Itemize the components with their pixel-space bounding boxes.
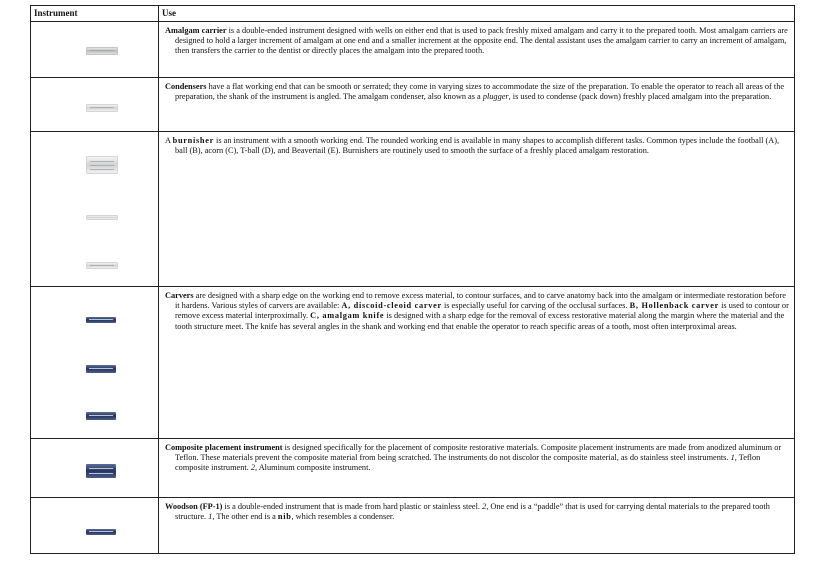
use-cell: Amalgam carrier is a double-ended instrument designed with wells on either end that is used to pack freshly mixed amalgam and carry it to the prepared tooth. Most amalgam carriers are designed to hold a larger increment of amalgam at one end and a smaller increment at the opposite end. The dental assistant uses the amalgam carrier to carry an increment of amalgam, then transfers the carrier to the dentist or directly places the amalgam into the prepared tooth. bbox=[159, 22, 795, 78]
use-cell: A burnisher is an instrument with a smooth working end. The rounded working end is available in many shapes to accomplish different tasks. Common types include the football (A), ball (B), acorn (C), T-ball (D), and Beavertail (E). Burnishers are routinely used to smooth the surface of a freshly placed amalgam restoration. bbox=[159, 132, 795, 287]
instrument-term: Carvers bbox=[165, 291, 194, 300]
table-row bbox=[31, 132, 795, 287]
use-column-header: Use bbox=[159, 6, 795, 22]
instrument-column-header: Instrument bbox=[31, 6, 159, 22]
use-cell: Condensers have a flat working end that can be smooth or serrated; they come in varying sizes to accommodate the size of the preparation. To enable the operator to reach all areas of the preparation, the shank of the instrument is angled. The amalgam condenser, also known as a plugger, is used to condense (pack down) freshly placed amalgam into the preparation. bbox=[159, 78, 795, 132]
table-row bbox=[31, 439, 795, 498]
use-cell: Carvers are designed with a sharp edge on the working end to remove excess material, to contour surfaces, and to carve anatomy back into the amalgam or intermediate restoration before it hardens. Various styles of carvers are available: A, discoid-cleoid carver is especially useful for carving of the occlusal surfaces. B, Hollenback carver is used to contour or remove excess material interproximally. C, amalgam knife is designed with a sharp edge for the removal of excess restorative material along the margin where the material and the tooth structure meet. The knife has several angles in the shank and working end that enable the operator to reach specific areas of a tooth, most often interproximal areas. bbox=[159, 287, 795, 439]
instrument-image-cell bbox=[31, 439, 159, 498]
instrument-term: burnisher bbox=[172, 136, 214, 145]
table-row bbox=[31, 22, 795, 78]
burnisher-image-3 bbox=[86, 262, 118, 269]
use-cell: Composite placement instrument is designed specifically for the placement of composite restorative materials. Composite placement instruments are made from anodized aluminum or Teflon. These materials prevent the composite material from being scratched. The instruments do not discolor the composite material, as do stainless steel instruments. 1, Teflon composite instrument. 2, Aluminum composite instrument. bbox=[159, 439, 795, 498]
instrument-image-cell bbox=[31, 287, 159, 439]
instrument-term: Composite placement instrument bbox=[165, 443, 283, 452]
instrument-table bbox=[30, 5, 795, 554]
instrument-image-cell bbox=[31, 22, 159, 78]
burnisher-image-2 bbox=[86, 215, 118, 220]
instrument-image-cell bbox=[31, 78, 159, 132]
instrument-image-cell bbox=[31, 132, 159, 287]
carver-image-1 bbox=[86, 317, 116, 323]
burnisher-image-1 bbox=[86, 156, 118, 174]
carver-image-2 bbox=[86, 365, 116, 373]
condenser-image bbox=[86, 104, 118, 112]
instrument-term: Woodson (FP-1) bbox=[165, 502, 223, 511]
table-row bbox=[31, 498, 795, 554]
table-header-row bbox=[31, 6, 795, 22]
amalgam-carrier-image bbox=[86, 47, 118, 55]
instrument-term: Condensers bbox=[165, 82, 207, 91]
instrument-term: Amalgam carrier bbox=[165, 26, 227, 35]
instrument-image-cell bbox=[31, 498, 159, 554]
use-cell: Woodson (FP-1) is a double-ended instrument that is made from hard plastic or stainless steel. 2, One end is a “paddle” that is used for carrying dental materials to the prepared tooth structure. 1, The other end is a nib, which resembles a condenser. bbox=[159, 498, 795, 554]
woodson-image bbox=[86, 529, 116, 535]
composite-instrument-image bbox=[86, 464, 116, 478]
table-row bbox=[31, 287, 795, 439]
carver-image-3 bbox=[86, 412, 116, 420]
table-row bbox=[31, 78, 795, 132]
